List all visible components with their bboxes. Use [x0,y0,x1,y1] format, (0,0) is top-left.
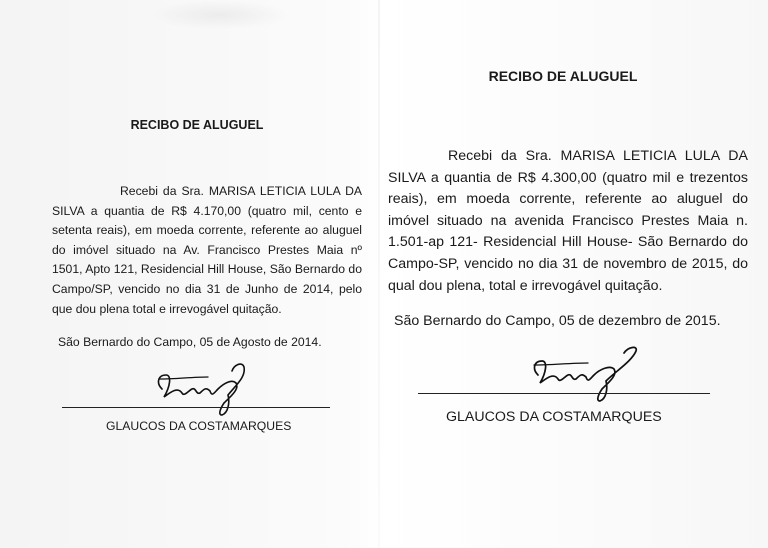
signature-line [418,393,710,394]
receipt-2015 [388,68,748,425]
receipt-place-date: São Bernardo do Campo, 05 de Agosto de 2014. [58,335,322,350]
receipt-2014 [52,118,362,433]
signer-name: GLAUCOS DA COSTAMARQUES [446,409,662,426]
receipt-title: RECIBO DE ALUGUEL [130,118,264,132]
receipt-place-date: São Bernardo do Campo, 05 de dezembro de 2015. [394,313,721,330]
signature-area [52,351,362,421]
receipt-title: RECIBO DE ALUGUEL [488,68,638,84]
receipt-body: Recebi da Sra. MARISA LETICIA LULA DA SILVA a quantia de R$ 4.170,00 (quatro mil, cento e setenta reais), em moeda corrente, referente ao aluguel do imóvel situado na Av. Francisco Prestes Maia nº 1501, Apto 121, Residencial Hill House, São Bernardo do Campo/SP, vencido no dia 31 de Junho de 2014, pelo que dou plena total e irrevogável quitação. [52,184,362,316]
paper-smudge [150,0,290,30]
signature-line [62,407,330,408]
signature-area [388,331,748,411]
handwritten-signature [132,357,272,417]
receipt-body: Recebi da Sra. MARISA LETICIA LULA DA SILVA a quantia de R$ 4.300,00 (quatro mil e trezentos reais), em moeda corrente, referente ao aluguel do imóvel situado na avenida Francisco Prestes Maia n. 1.501-ap 121- Residencial Hill House- São Bernardo do Campo-SP, vencido no dia 31 de novembro de 2015, do qual dou plena, total e irrevogável quitação. [388,148,748,294]
signer-name: GLAUCOS DA COSTAMARQUES [106,419,292,434]
